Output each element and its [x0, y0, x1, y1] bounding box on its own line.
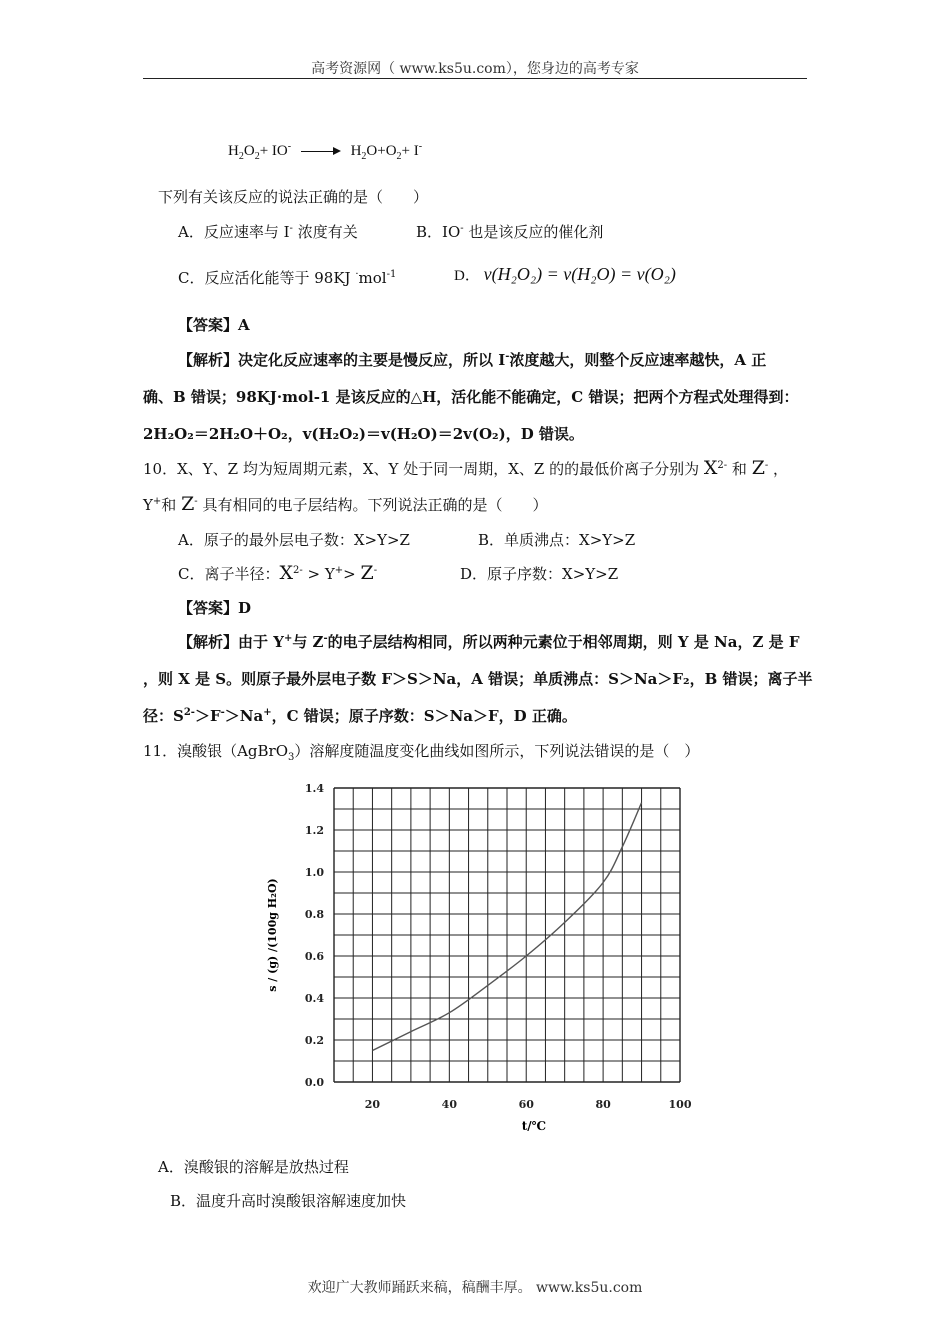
y-tick-label: 0.6 [304, 950, 324, 963]
q10-option-a: A．原子的最外层电子数：X>Y>Z [178, 531, 410, 549]
q9-option-b: B．IO- 也是该反应的催化剂 [416, 223, 604, 241]
q10-analysis-line-2: ，则 X 是 S。则原子最外层电子数 F＞S＞Na，A 错误；单质沸点：S＞Na＞F₂，B 错误；离子半 [143, 670, 813, 688]
page-footer: 欢迎广大教师踊跃来稿，稿酬丰厚。 www.ks5u.com [307, 1280, 643, 1296]
q10-stem-line-1: 10．X、Y、Z 均为短周期元素，X、Y 处于同一周期，X、Z 的的最低价离子分别为 $X^{2-}$ 和 Z- ， [143, 457, 789, 479]
x-tick-label: 80 [595, 1098, 611, 1111]
y-tick-label: 1.4 [304, 782, 324, 795]
y-tick-label: 1.0 [304, 866, 324, 879]
q10-analysis-line-1: 【解析】由于 Y+与 Z-的电子层结构相同，所以两种元素位于相邻周期，则 Y 是 Na，Z 是 F [178, 633, 800, 651]
x-axis-ticks [365, 1098, 692, 1111]
q10-option-b: B．单质沸点：X>Y>Z [478, 531, 636, 549]
q10-analysis-line-3: 径：$S^{2-}>F^->Na^+$，C 错误；原子序数：S＞Na＞F，D 正确。 [143, 707, 577, 725]
q9-option-c: C．反应活化能等于 98KJ ·mol$^{-1}$ [178, 269, 397, 287]
x-axis-label: t/℃ [521, 1119, 547, 1133]
page-header: 高考资源网（ www.ks5u.com），您身边的高考专家 [311, 61, 639, 77]
q10-option-d: D．原子序数：X>Y>Z [460, 565, 619, 583]
y-tick-label: 0.0 [304, 1076, 324, 1089]
x-tick-label: 20 [364, 1098, 381, 1111]
solubility-chart [258, 780, 698, 1140]
q11-option-a: A．溴酸银的溶解是放热过程 [158, 1158, 349, 1176]
q9-analysis-line-3: 2H₂O₂＝2H₂O＋O₂，v(H₂O₂)＝v(H₂O)＝2v(O₂)，D 错误。 [143, 425, 584, 443]
q9-answer: 【答案】A [178, 316, 250, 334]
q9-stem: 下列有关该反应的说法正确的是（ ） [158, 188, 429, 206]
q9-option-a: A．反应速率与 I- 浓度有关 [178, 223, 358, 241]
reaction-equation: $H_2O_2+ IO^-$ $H_2O+O_2+ I^-$ [228, 141, 423, 162]
y-tick-label: 0.2 [304, 1034, 324, 1047]
y-tick-label: 0.8 [304, 908, 324, 921]
q10-stem-line-2: Y+和 Z- 具有相同的电子层结构。下列说法正确的是（ ） [143, 493, 548, 515]
q11-stem: 11．溴酸银（AgBrO$_3$）溶解度随温度变化曲线如图所示，下列说法错误的是（ ） [143, 742, 700, 763]
x-tick-label: 40 [441, 1098, 457, 1111]
q9-analysis-line-1: 【解析】决定化反应速率的主要是慢反应，所以 I-浓度越大，则整个反应速率越快，A 正 [178, 351, 767, 369]
y-axis-label: s / (g) /(100g H₂O) [266, 878, 279, 992]
q9-option-d: D． v(H₂O₂) = v(H₂O) = v(O₂) [454, 264, 676, 284]
y-tick-label: 1.2 [304, 824, 324, 837]
q10-option-c: C．离子半径：$X^{2-} > Y^+> Z^-$ [178, 562, 378, 584]
q10-answer: 【答案】D [178, 599, 252, 617]
q9-analysis-line-2: 确、B 错误；98KJ·mol-1 是该反应的△H，活化能不能确定，C 错误；把两个方程式处理得到： [143, 388, 799, 406]
x-tick-label: 60 [518, 1098, 534, 1111]
y-tick-label: 0.4 [304, 992, 324, 1005]
chart-grid [334, 788, 680, 1082]
q11-option-b: B．温度升高时溴酸银溶解速度加快 [170, 1192, 407, 1210]
y-axis-ticks [305, 782, 324, 1089]
header-divider [143, 78, 807, 79]
x-tick-label: 100 [668, 1098, 692, 1111]
